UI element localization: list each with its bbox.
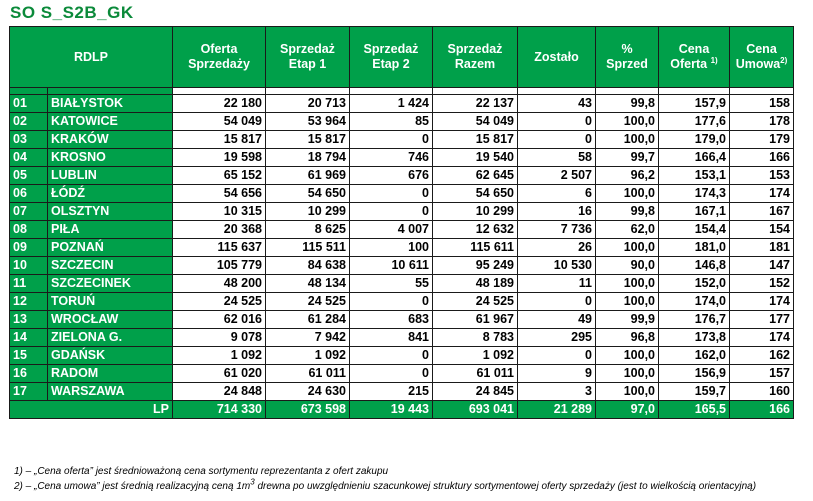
cell-zostalo: 7 736 <box>518 221 596 239</box>
cell-razem: 1 092 <box>433 347 518 365</box>
cell-zostalo: 6 <box>518 185 596 203</box>
cell-oferta: 9 078 <box>173 329 266 347</box>
cell-zostalo: 26 <box>518 239 596 257</box>
total-cena-umowa: 166 <box>730 401 794 419</box>
table-row <box>10 293 794 311</box>
cell-etap2: 100 <box>350 239 433 257</box>
cell-zostalo: 49 <box>518 311 596 329</box>
cell-cena-oferta: 181,0 <box>659 239 730 257</box>
total-razem: 693 041 <box>433 401 518 419</box>
row-number: 01 <box>10 95 48 113</box>
cell-cena-oferta: 156,9 <box>659 365 730 383</box>
cell-etap1: 53 964 <box>266 113 350 131</box>
cell-cena-oferta: 177,6 <box>659 113 730 131</box>
row-rdlp-name: WARSZAWA <box>48 383 173 401</box>
header-rdlp: RDLP <box>10 27 173 88</box>
cell-zostalo: 0 <box>518 347 596 365</box>
cell-etap1: 115 511 <box>266 239 350 257</box>
row-number: 03 <box>10 131 48 149</box>
cell-etap2: 85 <box>350 113 433 131</box>
cell-etap1: 48 134 <box>266 275 350 293</box>
row-number: 07 <box>10 203 48 221</box>
cell-cena-umowa: 174 <box>730 185 794 203</box>
cell-etap1: 61 284 <box>266 311 350 329</box>
row-rdlp-name: SZCZECINEK <box>48 275 173 293</box>
cell-etap2: 10 611 <box>350 257 433 275</box>
table-row <box>10 347 794 365</box>
cell-proc: 96,8 <box>596 329 659 347</box>
cell-cena-umowa: 152 <box>730 275 794 293</box>
table-row <box>10 149 794 167</box>
cell-etap1: 1 092 <box>266 347 350 365</box>
cell-etap2: 1 424 <box>350 95 433 113</box>
row-number: 04 <box>10 149 48 167</box>
cell-zostalo: 58 <box>518 149 596 167</box>
row-rdlp-name: KROSNO <box>48 149 173 167</box>
table-row <box>10 365 794 383</box>
header-razem: Sprzedaż Razem <box>433 27 518 88</box>
cell-etap2: 215 <box>350 383 433 401</box>
cell-razem: 95 249 <box>433 257 518 275</box>
cell-razem: 24 845 <box>433 383 518 401</box>
cell-proc: 99,7 <box>596 149 659 167</box>
cell-etap2: 4 007 <box>350 221 433 239</box>
cell-razem: 48 189 <box>433 275 518 293</box>
cell-zostalo: 0 <box>518 113 596 131</box>
cell-cena-umowa: 160 <box>730 383 794 401</box>
cell-oferta: 48 200 <box>173 275 266 293</box>
cell-cena-umowa: 174 <box>730 329 794 347</box>
cell-razem: 22 137 <box>433 95 518 113</box>
cell-etap1: 7 942 <box>266 329 350 347</box>
cell-proc: 100,0 <box>596 347 659 365</box>
cell-proc: 100,0 <box>596 275 659 293</box>
row-number: 05 <box>10 167 48 185</box>
cell-oferta: 19 598 <box>173 149 266 167</box>
table-row <box>10 203 794 221</box>
total-label: LP <box>10 401 173 419</box>
cell-etap1: 15 817 <box>266 131 350 149</box>
cell-etap1: 18 794 <box>266 149 350 167</box>
cell-razem: 10 299 <box>433 203 518 221</box>
cell-etap2: 0 <box>350 131 433 149</box>
cell-oferta: 62 016 <box>173 311 266 329</box>
header-row <box>10 27 794 88</box>
cell-etap2: 676 <box>350 167 433 185</box>
cell-oferta: 1 092 <box>173 347 266 365</box>
cell-cena-umowa: 177 <box>730 311 794 329</box>
row-number: 14 <box>10 329 48 347</box>
cell-etap1: 20 713 <box>266 95 350 113</box>
cell-razem: 15 817 <box>433 131 518 149</box>
cell-razem: 8 783 <box>433 329 518 347</box>
cell-cena-oferta: 179,0 <box>659 131 730 149</box>
row-rdlp-name: KATOWICE <box>48 113 173 131</box>
row-number: 06 <box>10 185 48 203</box>
cell-cena-oferta: 176,7 <box>659 311 730 329</box>
cell-etap2: 0 <box>350 185 433 203</box>
cell-cena-oferta: 174,0 <box>659 293 730 311</box>
cell-zostalo: 295 <box>518 329 596 347</box>
row-rdlp-name: RADOM <box>48 365 173 383</box>
cell-cena-oferta: 167,1 <box>659 203 730 221</box>
row-rdlp-name: LUBLIN <box>48 167 173 185</box>
cell-cena-umowa: 162 <box>730 347 794 365</box>
cell-proc: 100,0 <box>596 131 659 149</box>
cell-razem: 54 049 <box>433 113 518 131</box>
cell-zostalo: 10 530 <box>518 257 596 275</box>
header-cena-oferta: Cena Oferta $^{1)}$ <box>659 27 730 88</box>
total-oferta: 714 330 <box>173 401 266 419</box>
cell-etap2: 0 <box>350 365 433 383</box>
cell-cena-oferta: 152,0 <box>659 275 730 293</box>
cell-etap1: 84 638 <box>266 257 350 275</box>
cell-zostalo: 0 <box>518 131 596 149</box>
cell-oferta: 54 049 <box>173 113 266 131</box>
header-zostalo: Zostało <box>518 27 596 88</box>
cell-razem: 115 611 <box>433 239 518 257</box>
cell-proc: 100,0 <box>596 293 659 311</box>
cell-razem: 19 540 <box>433 149 518 167</box>
cell-etap2: 683 <box>350 311 433 329</box>
total-row <box>10 401 794 419</box>
row-rdlp-name: ZIELONA G. <box>48 329 173 347</box>
cell-proc: 100,0 <box>596 365 659 383</box>
cell-etap2: 0 <box>350 347 433 365</box>
cell-cena-umowa: 178 <box>730 113 794 131</box>
cell-etap1: 61 011 <box>266 365 350 383</box>
cell-etap2: 0 <box>350 293 433 311</box>
cell-razem: 24 525 <box>433 293 518 311</box>
table-row <box>10 167 794 185</box>
cell-razem: 62 645 <box>433 167 518 185</box>
footnote-2: 2) – „Cena umowa” jest średnią realizacyjną ceną $1m^3$ drewna po uwzględnieniu szacunkowej struktury sortymentowej oferty sprzedaży (jest to wielkością orientacyjną) <box>14 477 757 492</box>
cell-proc: 99,8 <box>596 95 659 113</box>
cell-cena-umowa: 154 <box>730 221 794 239</box>
row-number: 17 <box>10 383 48 401</box>
table-row <box>10 185 794 203</box>
row-number: 12 <box>10 293 48 311</box>
cell-cena-oferta: 159,7 <box>659 383 730 401</box>
cell-oferta: 22 180 <box>173 95 266 113</box>
row-rdlp-name: TORUŃ <box>48 293 173 311</box>
total-etap2: 19 443 <box>350 401 433 419</box>
cell-razem: 12 632 <box>433 221 518 239</box>
cell-oferta: 24 525 <box>173 293 266 311</box>
total-etap1: 673 598 <box>266 401 350 419</box>
table-row <box>10 113 794 131</box>
cell-razem: 54 650 <box>433 185 518 203</box>
cell-razem: 61 011 <box>433 365 518 383</box>
cell-oferta: 15 817 <box>173 131 266 149</box>
cell-etap2: 55 <box>350 275 433 293</box>
cell-cena-umowa: 166 <box>730 149 794 167</box>
sales-table <box>9 26 794 419</box>
row-rdlp-name: WROCŁAW <box>48 311 173 329</box>
header-spacer <box>10 88 794 95</box>
page-title: SO S_S2B_GK <box>10 3 134 22</box>
cell-zostalo: 16 <box>518 203 596 221</box>
table-row <box>10 257 794 275</box>
cell-oferta: 61 020 <box>173 365 266 383</box>
header-cena-umowa: Cena Umowa$^{2)}$ <box>730 27 794 88</box>
cell-etap1: 61 969 <box>266 167 350 185</box>
total-zostalo: 21 289 <box>518 401 596 419</box>
cell-oferta: 54 656 <box>173 185 266 203</box>
cell-cena-oferta: 162,0 <box>659 347 730 365</box>
table-row <box>10 329 794 347</box>
cell-zostalo: 0 <box>518 293 596 311</box>
cell-cena-oferta: 174,3 <box>659 185 730 203</box>
cell-oferta: 20 368 <box>173 221 266 239</box>
cell-proc: 100,0 <box>596 239 659 257</box>
cell-cena-oferta: 157,9 <box>659 95 730 113</box>
table-row <box>10 221 794 239</box>
row-rdlp-name: BIAŁYSTOK <box>48 95 173 113</box>
cell-cena-umowa: 147 <box>730 257 794 275</box>
table-row <box>10 275 794 293</box>
cell-razem: 61 967 <box>433 311 518 329</box>
cell-proc: 99,8 <box>596 203 659 221</box>
cell-cena-oferta: 146,8 <box>659 257 730 275</box>
table-row <box>10 311 794 329</box>
row-rdlp-name: OLSZTYN <box>48 203 173 221</box>
cell-oferta: 105 779 <box>173 257 266 275</box>
cell-proc: 99,9 <box>596 311 659 329</box>
cell-cena-umowa: 181 <box>730 239 794 257</box>
cell-cena-umowa: 157 <box>730 365 794 383</box>
row-number: 08 <box>10 221 48 239</box>
row-number: 11 <box>10 275 48 293</box>
cell-etap1: 10 299 <box>266 203 350 221</box>
row-rdlp-name: POZNAŃ <box>48 239 173 257</box>
table-row <box>10 383 794 401</box>
cell-cena-oferta: 153,1 <box>659 167 730 185</box>
footnote-1: 1) – „Cena oferta” jest średnioważoną cena sortymentu reprezentanta z ofert zakupu <box>14 466 389 477</box>
cell-proc: 96,2 <box>596 167 659 185</box>
cell-etap1: 24 525 <box>266 293 350 311</box>
row-rdlp-name: ŁÓDŹ <box>48 185 173 203</box>
cell-proc: 100,0 <box>596 383 659 401</box>
row-rdlp-name: GDAŃSK <box>48 347 173 365</box>
cell-cena-oferta: 154,4 <box>659 221 730 239</box>
row-number: 10 <box>10 257 48 275</box>
cell-oferta: 65 152 <box>173 167 266 185</box>
header-proc: % Sprzed <box>596 27 659 88</box>
cell-cena-umowa: 179 <box>730 131 794 149</box>
cell-cena-oferta: 173,8 <box>659 329 730 347</box>
cell-oferta: 24 848 <box>173 383 266 401</box>
row-rdlp-name: KRAKÓW <box>48 131 173 149</box>
row-number: 09 <box>10 239 48 257</box>
header-etap2: Sprzedaż Etap 2 <box>350 27 433 88</box>
cell-zostalo: 2 507 <box>518 167 596 185</box>
header-etap1: Sprzedaż Etap 1 <box>266 27 350 88</box>
cell-proc: 62,0 <box>596 221 659 239</box>
cell-cena-umowa: 174 <box>730 293 794 311</box>
cell-zostalo: 3 <box>518 383 596 401</box>
cell-oferta: 115 637 <box>173 239 266 257</box>
cell-zostalo: 9 <box>518 365 596 383</box>
table-row <box>10 95 794 113</box>
row-rdlp-name: PIŁA <box>48 221 173 239</box>
cell-etap2: 0 <box>350 203 433 221</box>
cell-cena-umowa: 167 <box>730 203 794 221</box>
row-rdlp-name: SZCZECIN <box>48 257 173 275</box>
cell-zostalo: 11 <box>518 275 596 293</box>
row-number: 15 <box>10 347 48 365</box>
total-proc: 97,0 <box>596 401 659 419</box>
cell-cena-umowa: 158 <box>730 95 794 113</box>
total-cena-oferta: 165,5 <box>659 401 730 419</box>
row-number: 02 <box>10 113 48 131</box>
header-oferta: Oferta Sprzedaży <box>173 27 266 88</box>
cell-etap2: 746 <box>350 149 433 167</box>
cell-etap1: 24 630 <box>266 383 350 401</box>
cell-cena-umowa: 153 <box>730 167 794 185</box>
cell-proc: 90,0 <box>596 257 659 275</box>
row-number: 13 <box>10 311 48 329</box>
cell-proc: 100,0 <box>596 113 659 131</box>
table-row <box>10 131 794 149</box>
cell-etap1: 8 625 <box>266 221 350 239</box>
row-number: 16 <box>10 365 48 383</box>
cell-etap2: 841 <box>350 329 433 347</box>
cell-etap1: 54 650 <box>266 185 350 203</box>
table-row <box>10 239 794 257</box>
cell-cena-oferta: 166,4 <box>659 149 730 167</box>
cell-proc: 100,0 <box>596 185 659 203</box>
cell-oferta: 10 315 <box>173 203 266 221</box>
cell-zostalo: 43 <box>518 95 596 113</box>
